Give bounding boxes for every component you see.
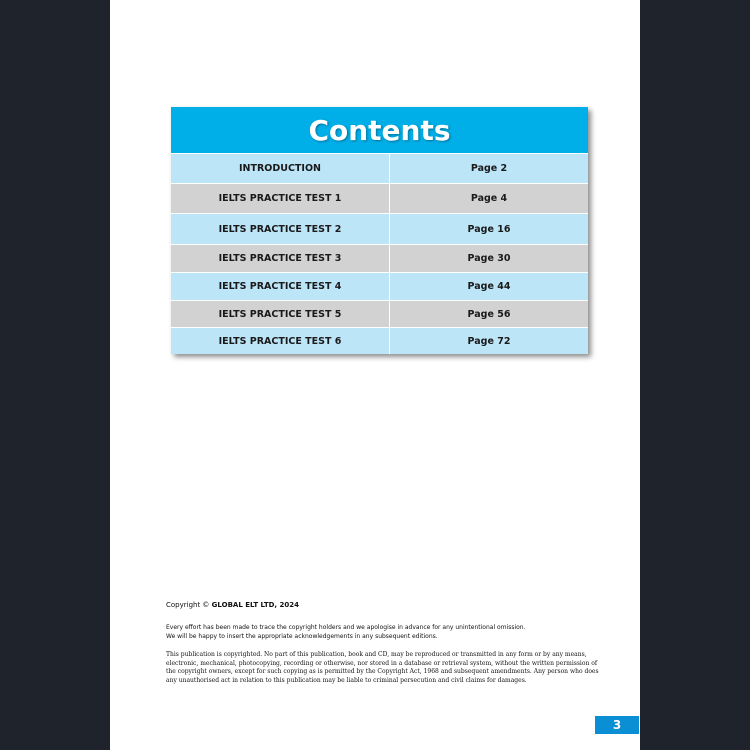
toc-label: IELTS PRACTICE TEST 6 [171, 328, 390, 354]
toc-page: Page 16 [467, 223, 511, 235]
toc-label: IELTS PRACTICE TEST 4 [171, 273, 390, 300]
toc-label: IELTS PRACTICE TEST 3 [171, 245, 390, 272]
toc-page: Page 56 [467, 308, 511, 320]
toc-page: Page 72 [467, 335, 511, 347]
toc-label: IELTS PRACTICE TEST 5 [171, 301, 390, 327]
toc-label: IELTS PRACTICE TEST 2 [171, 214, 390, 244]
toc-page: Page 30 [467, 253, 511, 264]
contents-table [171, 107, 588, 354]
toc-row-test-3[interactable] [171, 244, 588, 272]
toc-page: Page 2 [470, 163, 508, 174]
toc-row-test-2[interactable] [171, 213, 588, 244]
page-number-badge: 3 [595, 716, 639, 737]
toc-page: Page 44 [467, 281, 511, 292]
toc-row-test-4[interactable] [171, 272, 588, 300]
legal-notice: This publication is copyrighted. No part of this publication, book and CD, may be reproduced or transmitted in any form or by any means, electronic, mechanical, photocopying, recording or otherwise, nor stored in a database or retrieval system, without the written permission of the copyright owners, except for such copying as is permitted by the Copyright Act, 1968 and subsequent amendments. Any person who does any unauthorised act in relation to this publication may be liable to criminal persecution and civil claims for damages. [166, 651, 599, 684]
toc-row-test-6[interactable] [171, 327, 588, 354]
acknowledgement-note [166, 623, 586, 641]
toc-label: INTRODUCTION [171, 154, 390, 183]
toc-row-test-1[interactable] [171, 183, 588, 213]
effort-line-1: Every effort has been made to trace the copyright holders and we apologise in advance for any unintentional omission. [166, 624, 526, 631]
copyright-prefix: Copyright © [166, 601, 210, 609]
copyright-line [166, 601, 299, 609]
copyright-holder: GLOBAL ELT LTD, 2024 [211, 601, 299, 609]
toc-row-test-5[interactable] [171, 300, 588, 327]
toc-row-introduction[interactable] [171, 153, 588, 183]
document-page [110, 0, 640, 750]
toc-page: Page 4 [470, 193, 508, 204]
toc-label: IELTS PRACTICE TEST 1 [171, 184, 390, 213]
contents-title: Contents [308, 113, 451, 147]
contents-header [171, 107, 588, 153]
effort-line-2: We will be happy to insert the appropriate acknowledgements in any subsequent editions. [166, 633, 438, 640]
